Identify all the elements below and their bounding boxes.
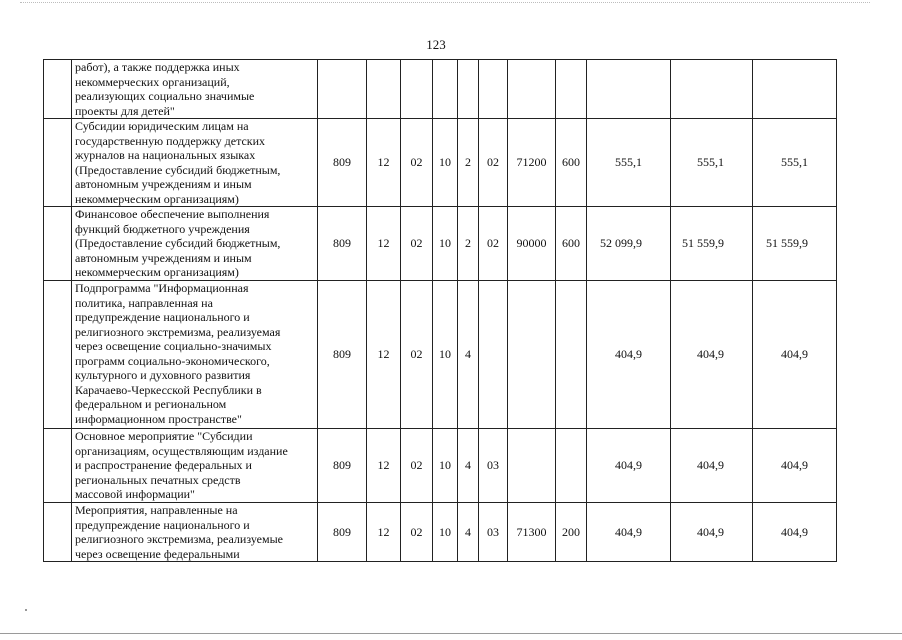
description-line: Финансовое обеспечение выполнения bbox=[75, 207, 270, 221]
description-line: некоммерческих организаций, bbox=[75, 74, 230, 89]
program-cell: 10 bbox=[433, 281, 458, 429]
description-line: предупреждение национального и bbox=[75, 517, 250, 532]
scan-border-top bbox=[20, 2, 870, 3]
row-number-cell bbox=[44, 119, 72, 207]
direction-code-cell: 90000 bbox=[508, 207, 556, 281]
subsection-cell: 02 bbox=[401, 281, 433, 429]
description-line: региональных печатных средств bbox=[75, 472, 241, 487]
description-cell bbox=[72, 503, 318, 562]
expense-type-cell bbox=[556, 429, 587, 503]
row-number-cell bbox=[44, 503, 72, 562]
description-line: программ социально-экономического, bbox=[75, 353, 270, 368]
table-row bbox=[44, 429, 837, 503]
description-cell bbox=[72, 281, 318, 429]
subprogram-cell: 4 bbox=[458, 281, 479, 429]
amount-year-3-cell: 404,9 bbox=[753, 429, 837, 503]
table-row bbox=[44, 207, 837, 281]
amount-year-2-cell: 555,1 bbox=[671, 119, 753, 207]
description-line: проекты для детей" bbox=[75, 103, 175, 118]
amount-year-3-cell: 404,9 bbox=[753, 503, 837, 562]
description-line: работ), а также поддержка иных bbox=[75, 60, 240, 74]
description-cell bbox=[72, 207, 318, 281]
direction-code-cell: 71300 bbox=[508, 503, 556, 562]
ministry-cell: 809 bbox=[318, 429, 367, 503]
section-cell: 12 bbox=[367, 207, 401, 281]
table-row bbox=[44, 119, 837, 207]
description-line: Подпрограмма "Информационная bbox=[75, 281, 249, 295]
amount-year-1-cell bbox=[587, 60, 671, 119]
description-cell bbox=[72, 429, 318, 503]
description-line: организациям, осуществляющим издание bbox=[75, 443, 288, 458]
description-line: Субсидии юридическим лицам на bbox=[75, 119, 249, 133]
program-cell: 10 bbox=[433, 429, 458, 503]
amount-year-2-cell: 404,9 bbox=[671, 503, 753, 562]
section-cell: 12 bbox=[367, 281, 401, 429]
expense-type-cell: 200 bbox=[556, 503, 587, 562]
description-line: Основное мероприятие "Субсидии bbox=[75, 429, 253, 443]
expense-type-cell bbox=[556, 281, 587, 429]
section-cell bbox=[367, 60, 401, 119]
ministry-cell: 809 bbox=[318, 119, 367, 207]
subprogram-cell: 2 bbox=[458, 207, 479, 281]
amount-year-1-cell: 555,1 bbox=[587, 119, 671, 207]
row-number-cell bbox=[44, 281, 72, 429]
amount-year-2-cell bbox=[671, 60, 753, 119]
description-line: и распространение федеральных и bbox=[75, 458, 252, 472]
description-line: автономным учреждениям и иным bbox=[75, 250, 252, 265]
scan-border-bottom bbox=[0, 633, 902, 634]
event-cell bbox=[479, 60, 508, 119]
description-line: массовой информации" bbox=[75, 487, 195, 501]
description-line: федеральном и региональном bbox=[75, 397, 227, 411]
subsection-cell bbox=[401, 60, 433, 119]
ministry-cell: 809 bbox=[318, 503, 367, 562]
row-number-cell bbox=[44, 207, 72, 281]
event-cell: 03 bbox=[479, 429, 508, 503]
table-row bbox=[44, 503, 837, 562]
event-cell: 03 bbox=[479, 503, 508, 562]
budget-table bbox=[43, 59, 837, 562]
subprogram-cell: 4 bbox=[458, 429, 479, 503]
amount-year-2-cell: 51 559,9 bbox=[671, 207, 753, 281]
subsection-cell: 02 bbox=[401, 503, 433, 562]
description-line: некоммерческим организациям) bbox=[75, 265, 239, 279]
expense-type-cell: 600 bbox=[556, 207, 587, 281]
description-line: политика, направленная на bbox=[75, 295, 213, 310]
expense-type-cell bbox=[556, 60, 587, 119]
description-line: информационном пространстве" bbox=[75, 411, 242, 426]
description-line: религиозного экстремизма, реализуемая bbox=[75, 324, 281, 339]
description-line: религиозного экстремизма, реализуемые bbox=[75, 532, 283, 546]
direction-code-cell bbox=[508, 60, 556, 119]
description-line: автономным учреждениям и иным bbox=[75, 177, 252, 191]
subsection-cell: 02 bbox=[401, 429, 433, 503]
event-cell bbox=[479, 281, 508, 429]
description-line: культурного и духовного развития bbox=[75, 368, 251, 382]
amount-year-3-cell: 404,9 bbox=[753, 281, 837, 429]
amount-year-3-cell bbox=[753, 60, 837, 119]
ministry-cell: 809 bbox=[318, 207, 367, 281]
direction-code-cell bbox=[508, 429, 556, 503]
page-number: 123 bbox=[426, 37, 446, 52]
description-line: предупреждение национального и bbox=[75, 310, 250, 324]
amount-year-3-cell: 555,1 bbox=[753, 119, 837, 207]
description-line: государственную поддержку детских bbox=[75, 133, 266, 148]
amount-year-2-cell: 404,9 bbox=[671, 429, 753, 503]
section-cell: 12 bbox=[367, 429, 401, 503]
table-row bbox=[44, 60, 837, 119]
budget-table-body bbox=[44, 60, 837, 562]
direction-code-cell bbox=[508, 281, 556, 429]
description-line: (Предоставление субсидий бюджетным, bbox=[75, 162, 281, 177]
program-cell: 10 bbox=[433, 503, 458, 562]
row-number-cell bbox=[44, 60, 72, 119]
ministry-cell: 809 bbox=[318, 281, 367, 429]
description-line: Карачаево-Черкесской Республики в bbox=[75, 382, 262, 397]
row-number-cell bbox=[44, 429, 72, 503]
program-cell: 10 bbox=[433, 119, 458, 207]
amount-year-3-cell: 51 559,9 bbox=[753, 207, 837, 281]
description-line: функций бюджетного учреждения bbox=[75, 221, 250, 236]
description-cell bbox=[72, 60, 318, 119]
description-line: через освещение социально-значимых bbox=[75, 339, 272, 353]
description-line: Мероприятия, направленные на bbox=[75, 503, 238, 517]
amount-year-1-cell: 404,9 bbox=[587, 429, 671, 503]
description-line: (Предоставление субсидий бюджетным, bbox=[75, 236, 281, 250]
direction-code-cell: 71200 bbox=[508, 119, 556, 207]
description-line: некоммерческим организациям) bbox=[75, 191, 239, 206]
program-cell: 10 bbox=[433, 207, 458, 281]
ministry-cell bbox=[318, 60, 367, 119]
event-cell: 02 bbox=[479, 119, 508, 207]
subprogram-cell: 4 bbox=[458, 503, 479, 562]
amount-year-1-cell: 52 099,9 bbox=[587, 207, 671, 281]
amount-year-1-cell: 404,9 bbox=[587, 281, 671, 429]
scan-speck bbox=[25, 609, 27, 611]
amount-year-2-cell: 404,9 bbox=[671, 281, 753, 429]
subprogram-cell bbox=[458, 60, 479, 119]
subsection-cell: 02 bbox=[401, 119, 433, 207]
expense-type-cell: 600 bbox=[556, 119, 587, 207]
event-cell: 02 bbox=[479, 207, 508, 281]
subprogram-cell: 2 bbox=[458, 119, 479, 207]
description-cell bbox=[72, 119, 318, 207]
subsection-cell: 02 bbox=[401, 207, 433, 281]
description-line: реализующих социально значимые bbox=[75, 89, 255, 103]
amount-year-1-cell: 404,9 bbox=[587, 503, 671, 562]
program-cell bbox=[433, 60, 458, 119]
table-row bbox=[44, 281, 837, 429]
section-cell: 12 bbox=[367, 119, 401, 207]
description-line: через освещение федеральными bbox=[75, 546, 240, 561]
description-line: журналов на национальных языках bbox=[75, 148, 256, 162]
section-cell: 12 bbox=[367, 503, 401, 562]
